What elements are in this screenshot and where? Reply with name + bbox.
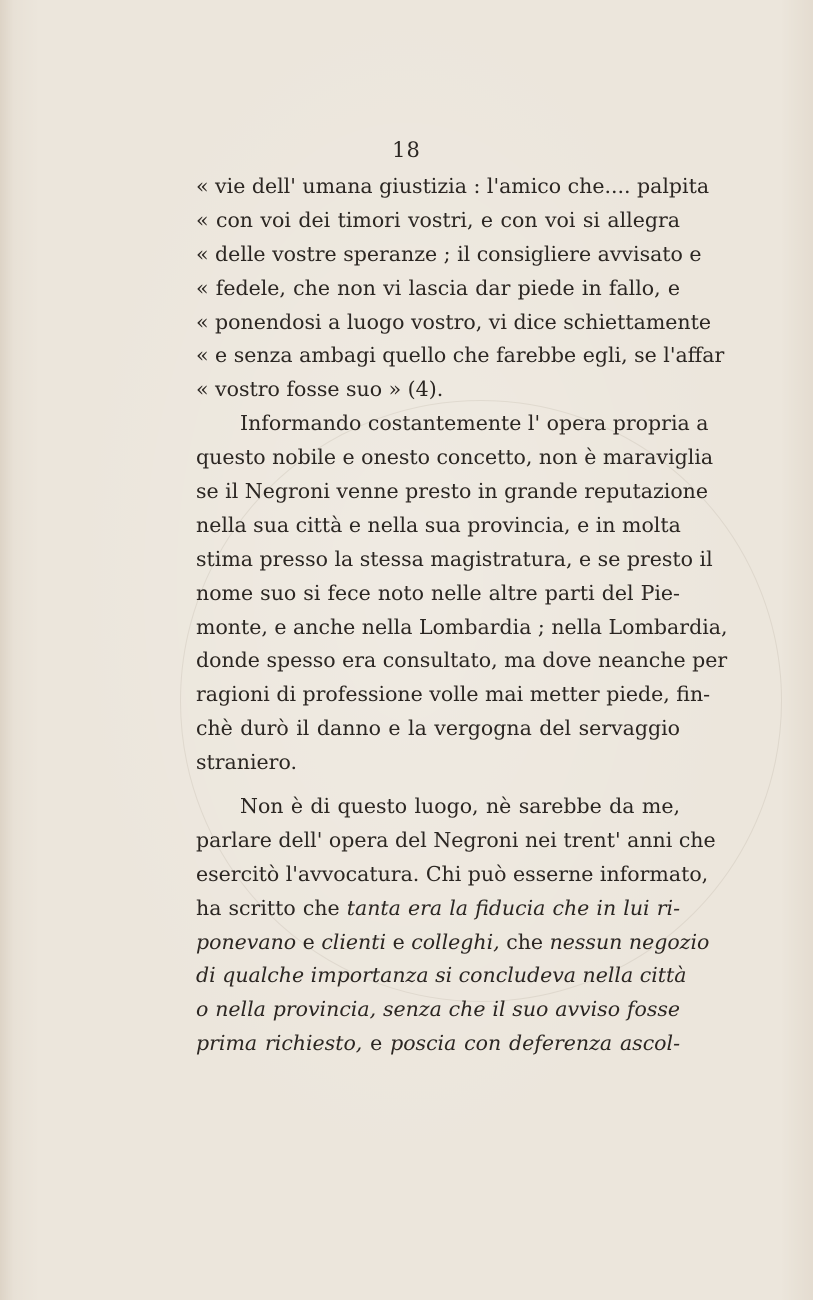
text-line: « vostro fosse suo » (4).	[196, 377, 444, 402]
text-line	[196, 1027, 680, 1061]
italic-segment: o nella provincia, senza che il suo avviso fosse	[196, 997, 680, 1022]
text-line	[196, 892, 680, 926]
text-line: « delle vostre speranze ; il consigliere avvisato e	[196, 241, 702, 266]
text-line: « vie dell' umana giustizia : l'amico che.... palpita	[196, 174, 710, 198]
italic-segment: di qualche importanza si concludeva nella città	[196, 963, 687, 988]
text-segment: e	[362, 1031, 391, 1056]
text-line: ragioni di professione volle mai metter piede, fin-	[196, 682, 711, 707]
text-segment: e	[296, 929, 322, 954]
text-line: chè durò il danno e la vergogna del servaggio	[196, 716, 680, 741]
text-line: « con voi dei timori vostri, e con voi si allegra	[196, 207, 680, 232]
text-segment: che	[499, 929, 550, 954]
text-line	[196, 926, 710, 960]
text-line: donde spesso era consultato, ma dove neanche per	[196, 648, 728, 673]
text-segment: e	[386, 929, 412, 954]
text-line: straniero.	[196, 750, 297, 775]
italic-segment: poscia con deferenza ascol-	[390, 1031, 680, 1056]
text-line: parlare dell' opera del Negroni nei trent' anni che	[196, 827, 716, 852]
text-line	[196, 959, 687, 993]
text-line: stima presso la stessa magistratura, e se presto il	[196, 546, 713, 571]
italic-segment: clienti	[321, 929, 387, 954]
text-line: esercitò l'avvocatura. Chi può esserne informato,	[196, 861, 709, 886]
text-line: nome suo si fece noto nelle altre parti del Pie-	[196, 580, 680, 605]
body-text	[196, 170, 728, 1061]
text-line: monte, e anche nella Lombardia ; nella Lombardia,	[196, 614, 728, 639]
text-segment: ha scritto che	[196, 895, 347, 920]
text-line: Informando costantemente l' opera propria a	[240, 411, 709, 436]
text-line: « fedele, che non vi lascia dar piede in fallo, e	[196, 275, 680, 300]
text-line: « ponendosi a luogo vostro, vi dice schiettamente	[196, 309, 711, 334]
page-number: 18	[392, 138, 421, 162]
text-line	[196, 993, 680, 1027]
text-line: nella sua città e nella sua provincia, e in molta	[196, 512, 681, 537]
italic-segment: ponevano	[196, 929, 297, 954]
italic-segment: prima richiesto,	[196, 1031, 363, 1056]
text-line: se il Negroni venne presto in grande reputazione	[196, 479, 708, 504]
italic-segment: colleghi,	[411, 929, 500, 954]
paragraph-gap	[196, 780, 680, 790]
text-line: Non è di questo luogo, nè sarebbe da me,	[240, 794, 680, 819]
text-line: « e senza ambagi quello che farebbe egli, se l'affar	[196, 343, 725, 368]
italic-segment: nessun negozio	[549, 929, 710, 954]
text-line: questo nobile e onesto concetto, non è maraviglia	[196, 445, 714, 470]
italic-segment: tanta era la fiducia che in lui ri-	[346, 895, 680, 920]
